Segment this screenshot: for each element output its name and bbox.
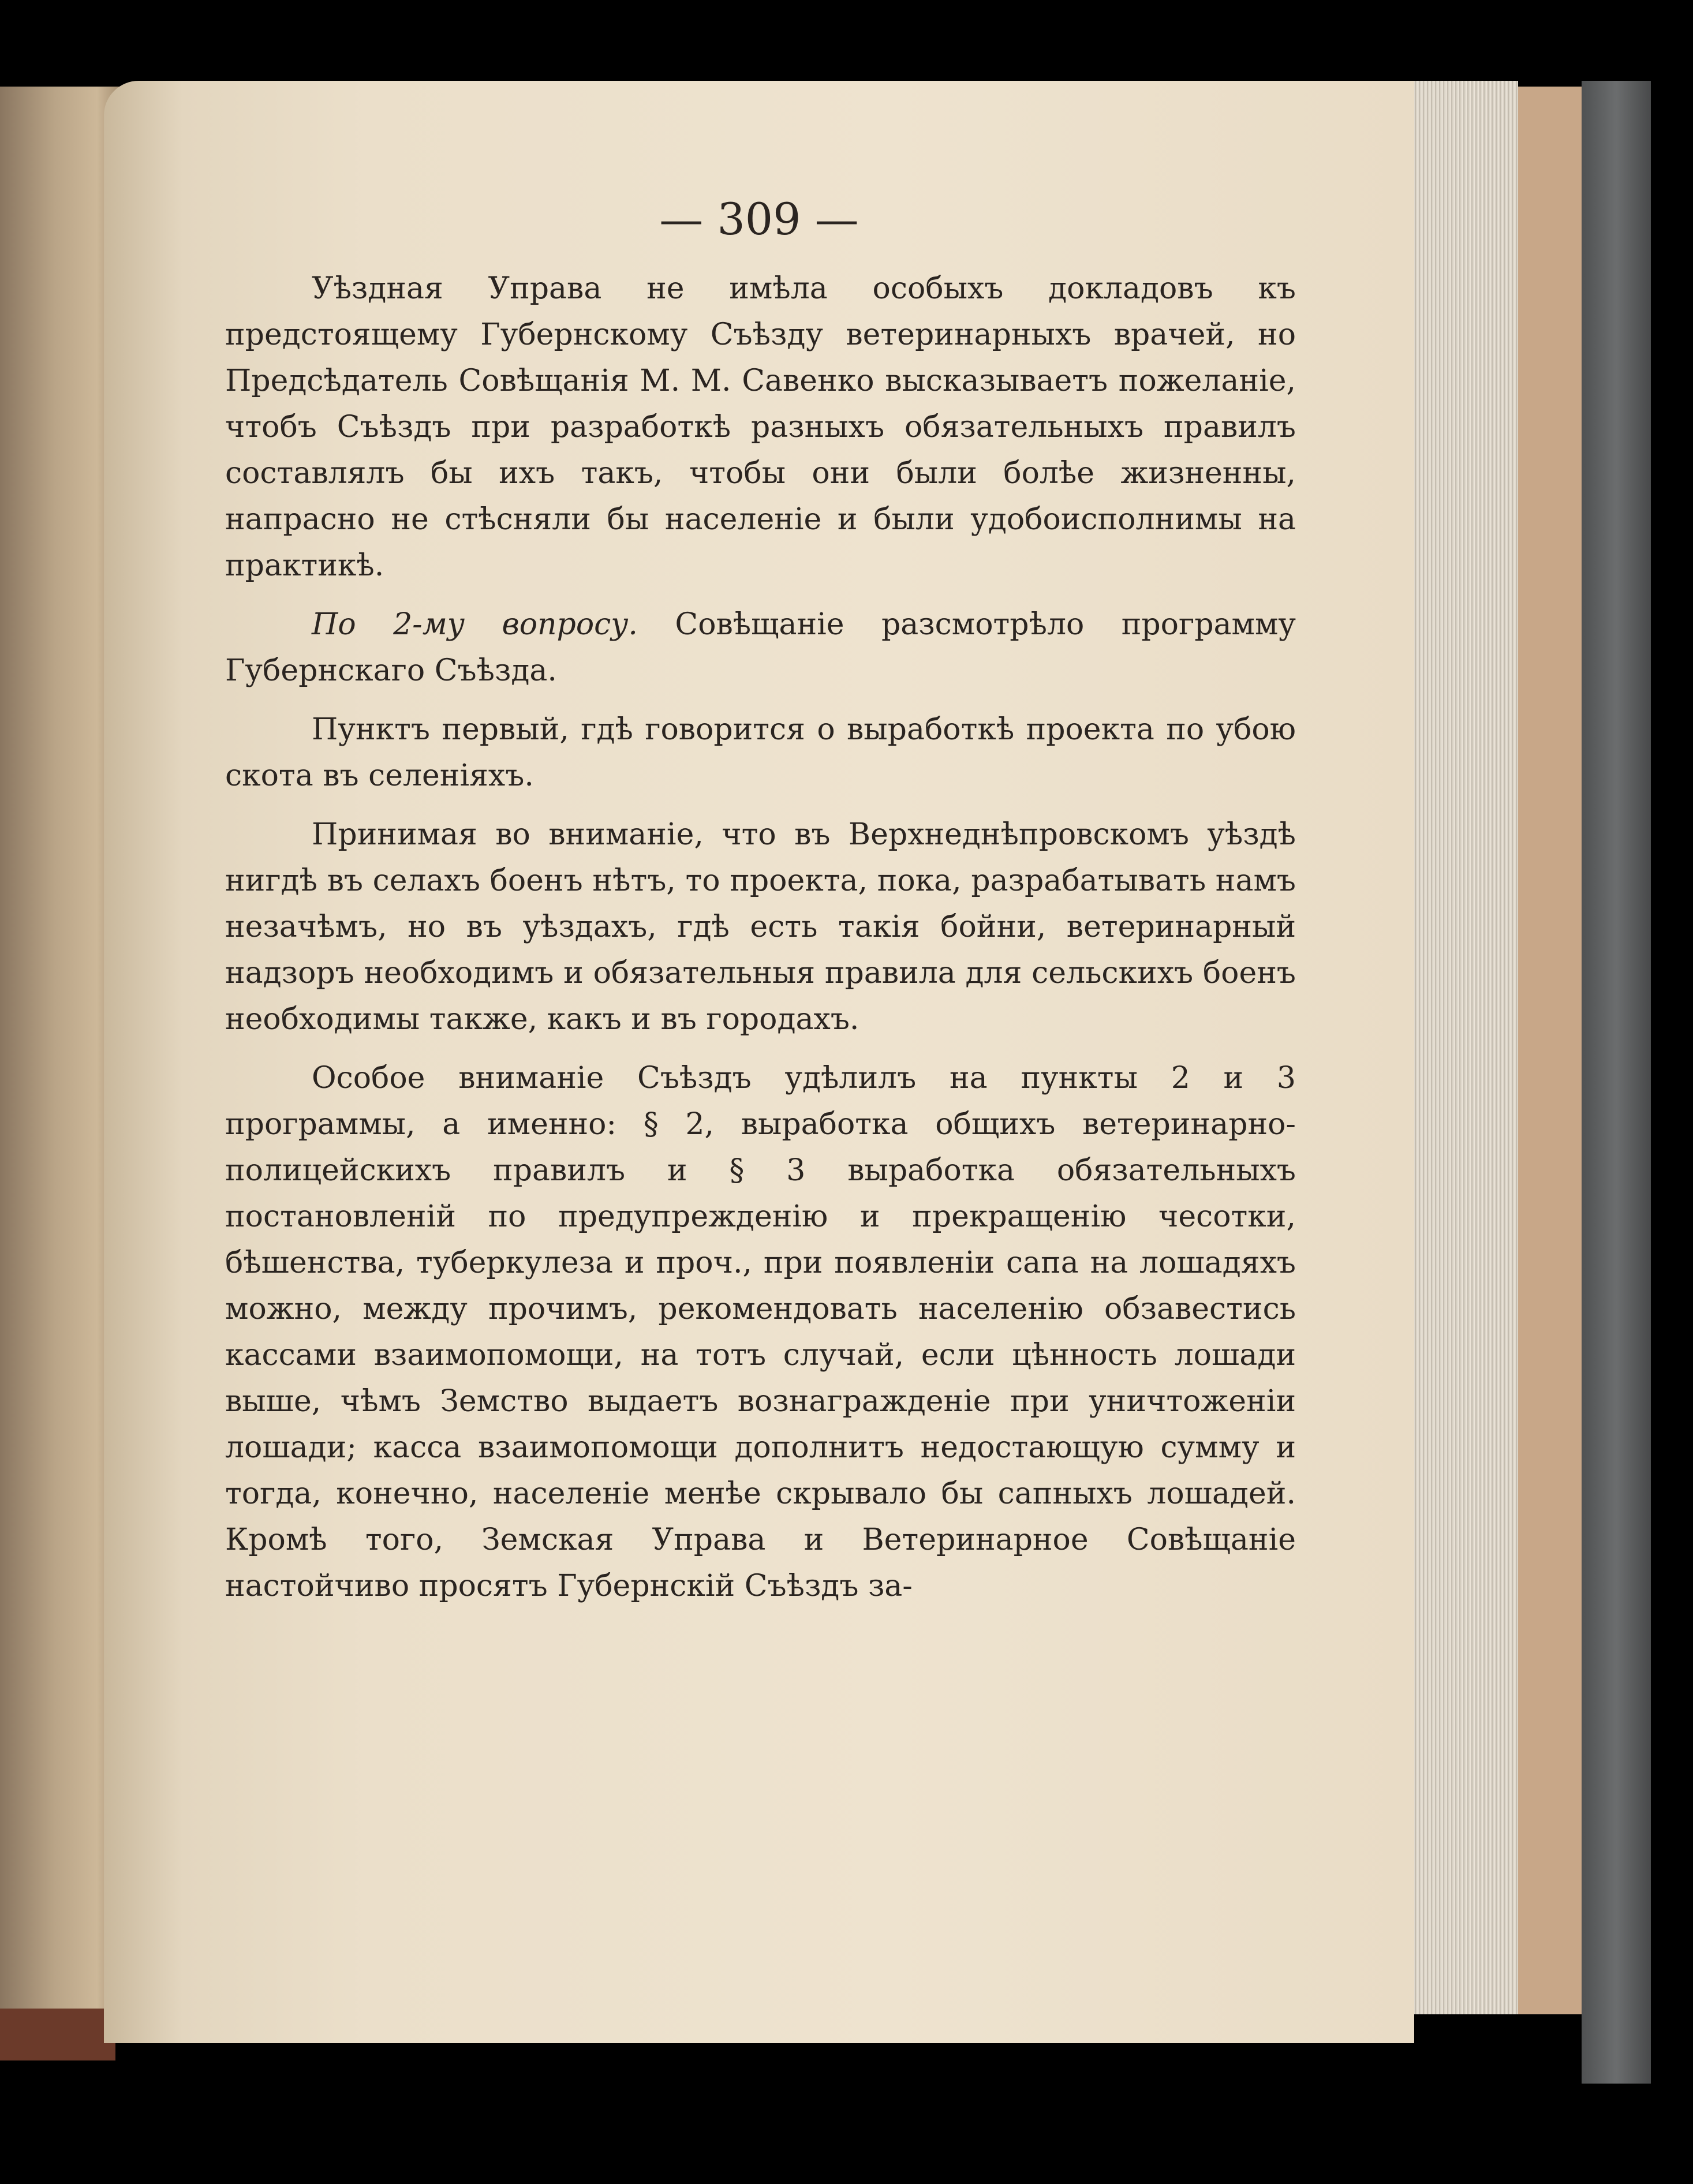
page-edges <box>1408 81 1518 2014</box>
left-cover-edge <box>0 2009 115 2060</box>
paragraph-text: Пунктъ первый, гдѣ говорится о выработкѣ проекта по убою скота въ селеніяхъ. <box>225 712 1296 793</box>
paragraph-text: Принимая во вниманіе, что въ Верхнеднѣпровскомъ уѣздѣ нигдѣ въ селахъ боенъ нѣтъ, то проекта, пока, разрабатывать намъ незачѣмъ, но въ уѣздахъ, гдѣ есть такія бойни, ветеринарный надзоръ необходимъ и обязательныя правила для сельскихъ боенъ необходимы также, какъ и въ городахъ. <box>225 817 1296 1037</box>
paragraph <box>225 706 1296 799</box>
page-text <box>225 265 1296 1622</box>
paragraph-text: Уѣздная Управа не имѣла особыхъ докладовъ къ предстоящему Губернскому Съѣзду ветеринарныхъ врачей, но Предсѣдатель Совѣщанія М. М. Савенко высказываетъ пожеланіе, чтобъ Съѣздъ при разработкѣ разныхъ обязательныхъ правилъ составлялъ бы ихъ такъ, чтобы они были болѣе жизненны, напрасно не стѣсняли бы населеніе и были удобоисполнимы на практикѣ. <box>225 271 1296 583</box>
paragraph <box>225 601 1296 694</box>
paragraph-text: Совѣщаніе разсмотрѣло программу Губернскаго Съѣзда. <box>225 607 1296 688</box>
paragraph-text: Особое вниманіе Съѣздъ удѣлилъ на пункты 2 и 3 программы, а именно: § 2, выработка общихъ ветеринарно-полицейскихъ правилъ и § 3 выработка обязательныхъ постановленій по предупрежденію и прекращенію чесотки, бѣшенства, туберкулеза и проч., при появленіи сапа на лошадяхъ можно, между прочимъ, рекомендовать населенію обзавестись кассами взаимопомощи, на тотъ случай, если цѣнность лошади выше, чѣмъ Земство выдаетъ вознагражденіе при уничтоженіи лошади; касса взаимопомощи дополнитъ недостающую сумму и тогда, конечно, населеніе менѣе скрывало бы сапныхъ лошадей. Кромѣ того, Земская Управа и Ветеринарное Совѣщаніе настойчиво просятъ Губернскій Съѣздъ за- <box>225 1061 1296 1603</box>
cover-board <box>1518 87 1582 2014</box>
page-number: — 309 — <box>659 193 859 245</box>
paragraph-lead: По 2-му вопросу. <box>312 607 638 642</box>
paragraph <box>225 265 1296 589</box>
paragraph <box>225 811 1296 1042</box>
paragraph <box>225 1055 1296 1609</box>
binding-cloth <box>1582 81 1651 2084</box>
left-facing-page <box>0 87 121 2037</box>
book-page <box>104 81 1414 2043</box>
